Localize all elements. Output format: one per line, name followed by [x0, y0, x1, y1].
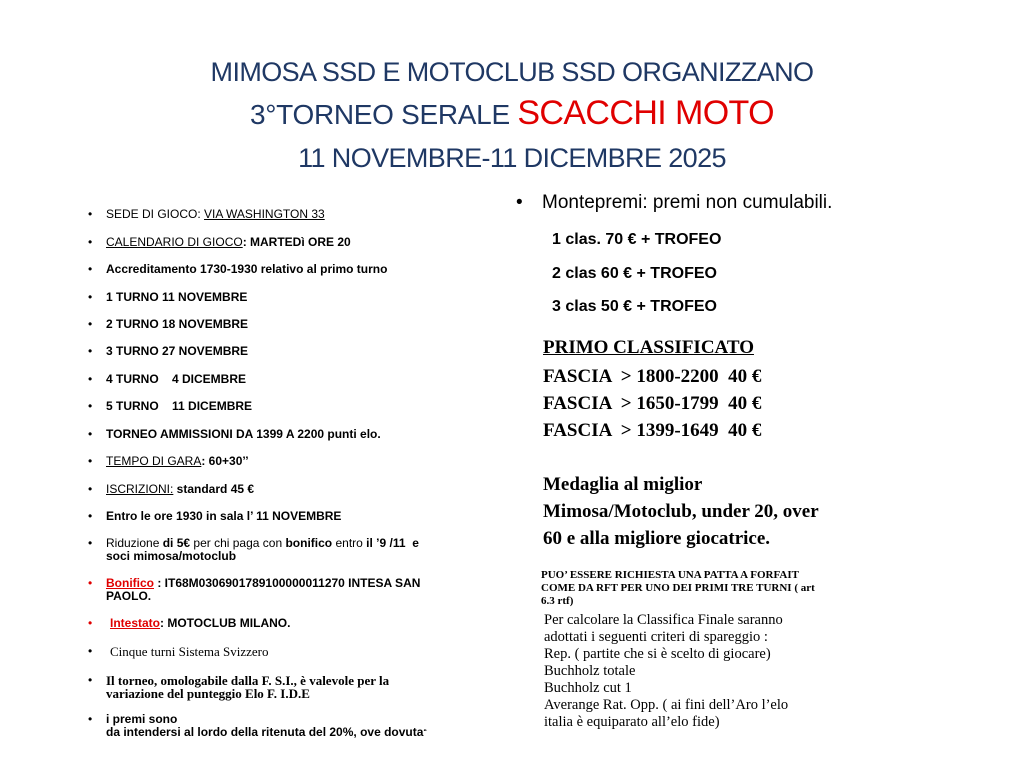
bullet-icon: •	[88, 317, 93, 331]
riduzione-f: il ’9 /11 e	[366, 536, 419, 550]
bullet-icon: •	[88, 616, 93, 630]
omologabile-line2: variazione del punteggio Elo F. I.D.E	[106, 686, 310, 701]
title-tournament-accent: SCACCHI MOTO	[517, 94, 774, 132]
fascia-1: FASCIA > 1800-2200 40 €	[543, 366, 762, 387]
bullet-icon: •	[88, 399, 93, 413]
sede-address: VIA WASHINGTON 33	[204, 207, 325, 221]
turno-2-text: 2 TURNO 18 NOVEMBRE	[106, 317, 249, 331]
entro-text: Entro le ore 1930 in sala l’ 11 NOVEMBRE	[106, 509, 342, 523]
turno-3-text: 3 TURNO 27 NOVEMBRE	[106, 344, 249, 358]
primo-classificato-heading: PRIMO CLASSIFICATO	[543, 337, 754, 358]
bonifico-label: Bonifico	[106, 576, 154, 590]
bullet-icon: •	[88, 644, 93, 658]
tempo-label: TEMPO DI GARA	[106, 454, 202, 468]
prize-3: 3 clas 50 € + TROFEO	[552, 298, 717, 315]
patta-note	[541, 569, 815, 608]
title-dates: 11 NOVEMBRE-11 DICEMBRE 2025	[298, 143, 726, 173]
bullet-icon: •	[88, 454, 93, 468]
medaglia-text	[543, 471, 819, 552]
title-organizers: MIMOSA SSD E MOTOCLUB SSD ORGANIZZANO	[210, 57, 814, 87]
riduzione-e: entro	[332, 536, 367, 550]
criteria-line-6: Averange Rat. Opp. ( ai fini dell’Aro l’elo	[544, 697, 789, 713]
calendario-value: : MARTEDì ORE 20	[242, 235, 351, 249]
bullet-icon: •	[88, 673, 93, 687]
medaglia-line-2: Mimosa/Motoclub, under 20, over	[543, 501, 819, 522]
bullet-icon: •	[88, 712, 93, 726]
bullet-icon: •	[88, 482, 93, 496]
criteria-line-7: italia è equiparato all’elo fide)	[544, 714, 720, 730]
riduzione-a: Riduzione	[106, 536, 163, 550]
riduzione-d: bonifico	[285, 536, 333, 550]
patta-line-2: COME DA RFT PER UNO DEI PRIMI TRE TURNI ( art	[541, 582, 815, 594]
turno-4-text: 4 TURNO 4 DICEMBRE	[106, 372, 247, 386]
tempo-value: : 60+30’’	[201, 454, 249, 468]
title-tournament	[0, 94, 1024, 134]
intestato-label: Intestato	[110, 616, 161, 630]
fasce-list	[543, 363, 761, 444]
criteria-line-4: Buchholz totale	[544, 663, 636, 679]
bullet-icon: •	[88, 290, 93, 304]
premi-line2: da intendersi al lordo della ritenuta del 20%, ove dovuta	[106, 725, 424, 739]
bullet-icon: •	[516, 192, 523, 213]
prize-2: 2 clas 60 € + TROFEO	[552, 265, 717, 282]
criteria-line-2: adottati i seguenti criteri di spareggio :	[544, 629, 768, 645]
criteria-line-5: Buchholz cut 1	[544, 680, 632, 696]
fascia-2: FASCIA > 1650-1799 40 €	[543, 393, 762, 414]
calendario-label: CALENDARIO DI GIOCO	[106, 235, 243, 249]
bullet-icon: •	[88, 262, 93, 276]
bullet-icon: •	[88, 576, 93, 590]
riduzione-line2: soci mimosa/motoclub	[106, 549, 237, 563]
bullet-icon: •	[88, 235, 93, 249]
premi-line1: i premi sono	[106, 712, 178, 726]
montepremi-text: Montepremi: premi non cumulabili.	[542, 192, 833, 213]
turno-1-text: 1 TURNO 11 NOVEMBRE	[106, 290, 248, 304]
criteria-line-1: Per calcolare la Classifica Finale saranno	[544, 612, 783, 628]
sede-label: SEDE DI GIOCO:	[106, 207, 205, 221]
bullet-icon: •	[88, 509, 93, 523]
turno-5-text: 5 TURNO 11 DICEMBRE	[106, 399, 253, 413]
ammissioni-text: TORNEO AMMISSIONI DA 1399 A 2200 punti elo.	[106, 427, 381, 441]
title-tournament-plain: 3°TORNEO SERALE	[250, 99, 518, 130]
spareggio-criteria	[544, 612, 788, 731]
riduzione-b: di 5€	[162, 536, 191, 550]
omologabile-line1: Il torneo, omologabile dalla F. S.I., è valevole per la	[106, 673, 390, 688]
bonifico-iban: : IT68M0306901789100000011270 INTESA SAN	[154, 576, 421, 590]
riduzione-c: per chi paga con	[190, 536, 286, 550]
medaglia-line-3: 60 e alla migliore giocatrice.	[543, 528, 771, 549]
accreditamento-text: Accreditamento 1730-1930 relativo al primo turno	[106, 262, 388, 276]
bullet-icon: •	[88, 344, 93, 358]
bonifico-line2: PAOLO.	[106, 589, 152, 603]
sistema-text: Cinque turni Sistema Svizzero	[110, 644, 269, 659]
criteria-line-3: Rep. ( partite che si è scelto di giocare)	[544, 646, 771, 662]
intestato-value: : MOTOCLUB MILANO.	[160, 616, 291, 630]
patta-line-3: 6.3 rtf)	[541, 595, 574, 607]
bullet-icon: •	[88, 207, 93, 221]
patta-line-1: PUO’ ESSERE RICHIESTA UNA PATTA A FORFAIT	[541, 569, 799, 581]
bullet-icon: •	[88, 536, 93, 550]
bullet-icon: •	[88, 427, 93, 441]
iscrizioni-label: ISCRIZIONI:	[106, 482, 174, 496]
iscrizioni-value: standard 45 €	[173, 482, 255, 496]
bullet-icon: •	[88, 372, 93, 386]
medaglia-line-1: Medaglia al miglior	[543, 474, 703, 495]
prize-1: 1 clas. 70 € + TROFEO	[552, 231, 722, 248]
premi-tail: “	[423, 729, 427, 736]
fascia-3: FASCIA > 1399-1649 40 €	[543, 420, 762, 441]
